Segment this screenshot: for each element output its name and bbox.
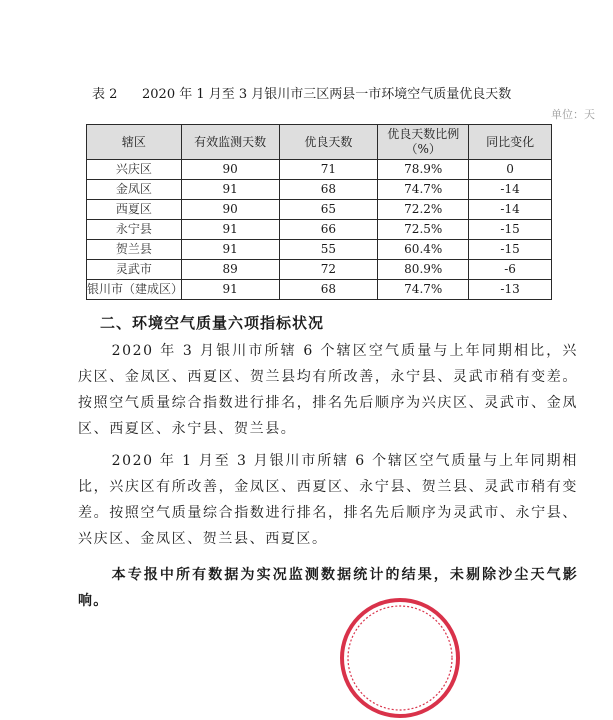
- cell-district: 银川市（建成区）: [87, 280, 182, 300]
- cell-ratio: 74.7%: [378, 180, 469, 200]
- paragraph-q1: 2020 年 1 月至 3 月银川市所辖 6 个辖区空气质量与上年同期相比，兴庆区有所改善，金凤区、西夏区、永宁县、贺兰县、灵武市稍有变差。按照空气质量综合指数进行排名，排名先后顺序为灵武市、永宁县、兴庆区、金凤区、贺兰县、西夏区。: [78, 453, 578, 547]
- section-heading: 二、环境空气质量六项指标状况: [100, 314, 325, 332]
- cell-good: 65: [279, 200, 378, 220]
- table-row: [87, 260, 552, 280]
- header-good-ratio: [378, 125, 469, 160]
- table-row: [87, 280, 552, 300]
- cell-change: 0: [469, 160, 552, 180]
- cell-change: -14: [469, 180, 552, 200]
- cell-good: 55: [279, 240, 378, 260]
- table-row: [87, 160, 552, 180]
- cell-monitored: 91: [181, 280, 279, 300]
- header-monitored-days: 有效监测天数: [181, 125, 279, 160]
- table-unit: 单位：天: [551, 108, 595, 121]
- cell-ratio: 80.9%: [378, 260, 469, 280]
- cell-change: -15: [469, 220, 552, 240]
- cell-monitored: 91: [181, 180, 279, 200]
- cell-monitored: 91: [181, 240, 279, 260]
- table-row: [87, 220, 552, 240]
- paragraph-march: 2020 年 3 月银川市所辖 6 个辖区空气质量与上年同期相比，兴庆区、金凤区、西夏区、贺兰县均有所改善，永宁县、灵武市稍有变差。按照空气质量综合指数进行排名，排名先后顺序为兴庆区、灵武市、金凤区、西夏区、永宁县、贺兰县。: [78, 343, 578, 437]
- cell-ratio: 72.2%: [378, 200, 469, 220]
- cell-change: -13: [469, 280, 552, 300]
- cell-change: -15: [469, 240, 552, 260]
- cell-ratio: 60.4%: [378, 240, 469, 260]
- table-number: 表 2: [92, 87, 118, 102]
- header-yoy-change: 同比变化: [469, 125, 552, 160]
- cell-district: 兴庆区: [87, 160, 182, 180]
- cell-monitored: 90: [181, 200, 279, 220]
- cell-ratio: 72.5%: [378, 220, 469, 240]
- cell-good: 71: [279, 160, 378, 180]
- cell-good: 72: [279, 260, 378, 280]
- cell-ratio: 78.9%: [378, 160, 469, 180]
- table-header-row: [87, 125, 552, 160]
- header-district: 辖区: [87, 125, 182, 160]
- cell-monitored: 90: [181, 160, 279, 180]
- air-quality-table: [86, 124, 552, 300]
- cell-good: 66: [279, 220, 378, 240]
- table-row: [87, 200, 552, 220]
- cell-good: 68: [279, 280, 378, 300]
- table-row: [87, 180, 552, 200]
- header-good-days: 优良天数: [279, 125, 378, 160]
- cell-district: 金凤区: [87, 180, 182, 200]
- cell-good: 68: [279, 180, 378, 200]
- cell-change: -6: [469, 260, 552, 280]
- header-good-ratio-line1: 优良天数比例: [387, 127, 460, 141]
- cell-district: 西夏区: [87, 200, 182, 220]
- cell-district: 永宁县: [87, 220, 182, 240]
- cell-district: 灵武市: [87, 260, 182, 280]
- table-caption: [92, 86, 552, 104]
- paragraph-note: 本专报中所有数据为实况监测数据统计的结果，未剔除沙尘天气影响。: [78, 567, 578, 609]
- cell-change: -14: [469, 200, 552, 220]
- header-good-ratio-line2: （%）: [405, 142, 441, 156]
- cell-monitored: 89: [181, 260, 279, 280]
- table-row: [87, 240, 552, 260]
- cell-district: 贺兰县: [87, 240, 182, 260]
- cell-monitored: 91: [181, 220, 279, 240]
- table-title: 2020 年 1 月至 3 月银川市三区两县一市环境空气质量优良天数: [142, 87, 512, 102]
- cell-ratio: 74.7%: [378, 280, 469, 300]
